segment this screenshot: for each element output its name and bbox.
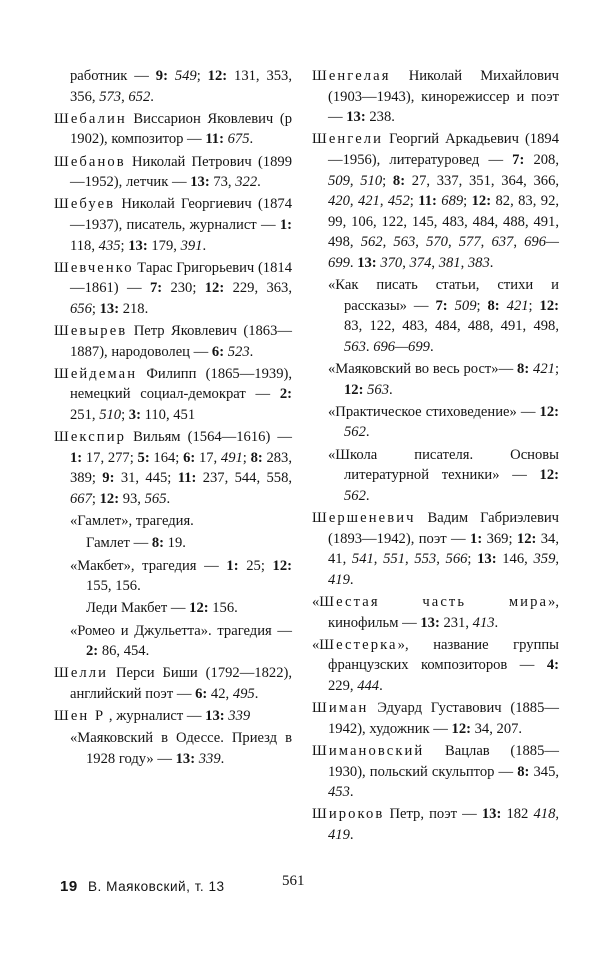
- entry-text: 345,: [529, 763, 560, 780]
- entry-name: Шевченко: [54, 259, 134, 276]
- entry-text: Вадим Габриэлевич (1893—1942), поэт —: [328, 510, 559, 547]
- volume-number: 8:: [250, 449, 263, 466]
- page-ref: 359: [533, 551, 556, 568]
- entry-text: 73,: [209, 174, 236, 191]
- entry-text: ,: [379, 193, 388, 210]
- entry-text: .: [429, 338, 434, 355]
- entry-text: 27, 337, 351, 364, 366,: [405, 172, 560, 189]
- index-entry: [54, 706, 292, 727]
- index-subentry: [312, 445, 559, 507]
- entry-text: ,: [349, 172, 361, 189]
- index-entry: [54, 427, 292, 509]
- index-entry: [312, 508, 559, 590]
- volume-number: 12:: [539, 403, 559, 420]
- entry-text: Виссарион Яковлевич (р 1902), композитор —: [70, 110, 292, 148]
- volume-number: 12:: [207, 68, 228, 84]
- entry-text: 164;: [149, 449, 184, 466]
- index-subentry: [54, 728, 292, 769]
- page-ref: 374: [409, 254, 432, 271]
- index-entry: [54, 663, 292, 704]
- entry-text: ,: [436, 551, 446, 568]
- volume-number: 12:: [516, 530, 537, 547]
- page-ref: 565: [144, 491, 167, 508]
- page-ref: 419: [328, 826, 350, 843]
- volume-number: 8:: [487, 297, 500, 314]
- entry-text: «Практическое стиховедение» —: [328, 403, 540, 420]
- entry-text: ;: [467, 551, 478, 568]
- page-ref: 381: [438, 254, 461, 271]
- page-ref: 418: [533, 806, 556, 823]
- page-ref: 696—699: [373, 338, 430, 355]
- entry-name: Шен Р: [54, 708, 106, 725]
- entry-text: ,: [480, 234, 492, 251]
- volume-number: 12:: [344, 381, 364, 398]
- index-entry: [312, 804, 559, 845]
- footer-volume-label: В. Маяковский, т. 13: [87, 879, 225, 894]
- entry-text: ,: [349, 193, 358, 210]
- entry-name: Шебанов: [54, 153, 126, 170]
- entry-text: 42,: [207, 685, 233, 702]
- volume-number: 13:: [205, 708, 225, 725]
- entry-text: ;: [242, 449, 251, 466]
- entry-text: .: [494, 614, 499, 631]
- entry-text: .: [249, 343, 254, 360]
- entry-text: Тарас Григорьевич (1814—1861) —: [70, 259, 292, 297]
- volume-number: 12:: [189, 600, 209, 617]
- index-subentry: [312, 402, 559, 443]
- entry-text: , журналист —: [105, 708, 206, 725]
- entry-name: Шейдеман: [54, 365, 138, 382]
- page-ref: 420: [328, 193, 350, 210]
- entry-name: Шенгелая: [312, 68, 391, 84]
- page-ref: 689: [441, 193, 464, 210]
- page-ref: 391: [180, 237, 203, 254]
- entry-text: 86, 454.: [98, 643, 150, 660]
- index-subentry: [312, 359, 559, 400]
- entry-text: 146,: [496, 551, 534, 568]
- entry-name: Шебуев: [54, 196, 116, 213]
- entry-text: 283, 389;: [70, 449, 293, 487]
- entry-text: 218.: [119, 300, 149, 317]
- page-ref: 421: [533, 361, 555, 378]
- entry-name: Шестерка: [319, 636, 398, 653]
- index-entry: [312, 698, 559, 739]
- page-ref: 667: [70, 491, 92, 508]
- entry-text: «: [312, 636, 320, 653]
- entry-text: 34, 41,: [328, 530, 559, 568]
- entry-text: .: [389, 381, 393, 398]
- volume-number: 4:: [546, 657, 559, 674]
- volume-number: 12:: [471, 193, 492, 210]
- volume-number: 2:: [279, 386, 292, 403]
- entry-text: Петр Яковлевич (1863—1887), народоволец —: [70, 323, 292, 360]
- page-ref: 491: [220, 449, 243, 466]
- volume-number: 2:: [86, 643, 99, 660]
- entry-text: .: [254, 685, 259, 702]
- entry-text: Эдуард Густавович (1885—1942), художник —: [328, 700, 559, 737]
- entry-text: «Гамлет», трагедия.: [70, 513, 194, 530]
- page-ref: 549: [174, 68, 197, 84]
- entry-text: .: [166, 491, 171, 508]
- volume-number: 6:: [183, 449, 196, 466]
- volume-number: 12:: [539, 467, 559, 484]
- volume-number: 5:: [137, 449, 150, 466]
- entry-text: 118,: [70, 237, 99, 254]
- entry-name: Шершеневич: [312, 510, 416, 527]
- entry-text: », название группы французских композиторов —: [328, 636, 559, 674]
- entry-text: «Ромео и Джульетта». трагедия —: [70, 622, 292, 639]
- entry-text: .: [349, 784, 354, 801]
- entry-text: 208,: [524, 151, 559, 168]
- page-ref: 541: [351, 551, 374, 568]
- signature-mark: 19: [60, 878, 78, 895]
- index-entry: [54, 194, 292, 256]
- entry-text: ,: [431, 254, 439, 271]
- entry-text: .: [257, 174, 261, 191]
- index-subentry: [312, 275, 559, 357]
- page-ref: 322: [235, 174, 258, 191]
- entry-text: .: [349, 826, 354, 843]
- page-ref: 656: [70, 300, 92, 317]
- entry-text: Филипп (1865—1939), немецкий социал-демократ —: [70, 365, 292, 403]
- entry-text: 17,: [195, 449, 221, 466]
- volume-number: 13:: [190, 174, 210, 191]
- volume-number: 3:: [128, 407, 141, 424]
- entry-name: Шекспир: [54, 429, 127, 446]
- volume-number: 8:: [517, 361, 530, 378]
- entry-text: Леди Макбет —: [86, 600, 190, 617]
- volume-number: 13:: [481, 806, 502, 823]
- page-ref: 419: [328, 571, 350, 588]
- volume-number: 13:: [128, 237, 148, 254]
- entry-text: 31, 445;: [114, 470, 178, 487]
- entry-text: ,: [415, 234, 427, 251]
- entry-text: ;: [91, 300, 100, 317]
- volume-number: 7:: [149, 280, 163, 297]
- entry-text: .: [365, 487, 370, 504]
- entry-text: «Маяковский в Одессе. Приезд в 1928 году» —: [70, 730, 292, 767]
- entry-text: 229, 363,: [224, 280, 292, 297]
- page-ref: 370: [380, 254, 403, 271]
- index-entry: [54, 364, 292, 426]
- entry-text: .: [365, 338, 374, 355]
- volume-number: 12:: [451, 720, 471, 737]
- page-ref: 562: [360, 234, 383, 251]
- entry-text: ,: [373, 551, 384, 568]
- volume-number: 8:: [517, 763, 530, 780]
- entry-text: .: [365, 424, 370, 441]
- page-ref: 509: [454, 297, 477, 314]
- page-ref: 577: [458, 234, 481, 251]
- page-ref: 562: [344, 424, 366, 441]
- entry-text: .: [379, 677, 383, 694]
- entry-text: ,: [555, 806, 560, 823]
- entry-text: 369;: [482, 530, 517, 547]
- entry-text: 237, 544, 558,: [196, 470, 293, 487]
- index-entry: [312, 635, 559, 697]
- entry-text: ;: [409, 193, 419, 210]
- volume-number: 13:: [99, 300, 120, 317]
- index-column-right: [312, 66, 559, 847]
- index-entry: [54, 258, 292, 320]
- entry-text: [168, 68, 175, 84]
- index-entry: [312, 741, 559, 803]
- volume-number: 13:: [175, 750, 196, 767]
- index-entry: [54, 152, 292, 193]
- volume-number: 13:: [477, 551, 497, 568]
- page-number: 561: [282, 873, 305, 889]
- entry-text: Николай Петрович (1899—1952), летчик —: [70, 153, 292, 191]
- entry-text: ,: [460, 254, 468, 271]
- entry-name: Широков: [312, 806, 385, 823]
- index-entry: [312, 66, 559, 128]
- volume-number: 13:: [357, 254, 377, 271]
- entry-text: 179,: [147, 237, 181, 254]
- entry-name: Шестая часть мира: [319, 594, 549, 610]
- entry-text: .: [150, 88, 154, 105]
- entry-text: Георгий Аркадьевич (1894—1956), литературовед —: [328, 131, 559, 168]
- entry-text: ,: [447, 234, 459, 251]
- index-subentry: [54, 621, 292, 662]
- entry-text: Гамлет —: [86, 535, 152, 552]
- page-ref: 696—699: [328, 234, 559, 271]
- entry-text: .: [489, 254, 494, 271]
- entry-text: [500, 298, 507, 314]
- entry-text: [448, 298, 455, 314]
- index-subentry: [54, 533, 292, 554]
- volume-number: 13:: [420, 614, 440, 631]
- entry-text: «: [312, 594, 320, 610]
- entry-text: ,: [513, 234, 525, 251]
- entry-text: ;: [528, 297, 540, 314]
- index-entry: [312, 129, 559, 273]
- page-ref: 413: [472, 614, 495, 631]
- volume-number: 8:: [151, 535, 164, 552]
- page-ref: 570: [426, 234, 448, 251]
- entry-text: .: [220, 750, 225, 767]
- entry-text: Петр, поэт —: [384, 806, 482, 823]
- entry-text: .: [202, 237, 207, 254]
- entry-text: ,: [405, 551, 415, 568]
- page-ref: 453: [328, 784, 350, 801]
- entry-text: Перси Биши (1792—1822), английский поэт —: [70, 665, 292, 702]
- entry-text: ;: [91, 491, 100, 508]
- entry-text: », кинофильм —: [328, 594, 559, 631]
- index-column-left: [54, 66, 292, 771]
- entry-text: 82, 83, 92, 99, 106, 122, 145, 483, 484, 488, 491, 498,: [328, 193, 560, 251]
- entry-text: 131, 353, 356,: [70, 68, 292, 105]
- entry-text: ;: [382, 172, 393, 189]
- entry-name: Шевырев: [54, 323, 128, 340]
- page-ref: 563: [344, 338, 366, 355]
- entry-text: Вацлав (1885—1930), польский скульптор —: [328, 742, 559, 780]
- page-ref: 566: [445, 551, 468, 568]
- volume-number: 6:: [195, 685, 208, 702]
- entry-text: 230;: [162, 280, 205, 297]
- page-ref: 510: [99, 407, 122, 424]
- entry-text: 182: [501, 806, 534, 823]
- entry-text: ;: [476, 297, 488, 314]
- entry-text: 229,: [328, 677, 358, 694]
- volume-number: 9:: [155, 68, 168, 84]
- entry-text: ;: [120, 237, 129, 254]
- page-ref: 509: [328, 172, 350, 189]
- entry-text: 34, 207.: [470, 720, 523, 737]
- index-subentry: [54, 556, 292, 597]
- entry-text: 156.: [208, 600, 238, 617]
- entry-text: ,: [555, 551, 560, 568]
- entry-text: ;: [196, 68, 208, 84]
- page-ref: 652: [128, 88, 151, 105]
- volume-number: 7:: [435, 297, 448, 314]
- entry-name: Шенгели: [312, 131, 384, 148]
- page-ref: 421: [506, 297, 529, 314]
- page-ref: 435: [98, 237, 121, 254]
- entry-text: «Маяковский во весь рост»—: [328, 361, 518, 378]
- entry-text: 93,: [119, 491, 145, 508]
- entry-text: 231,: [439, 614, 473, 631]
- volume-number: 1:: [70, 449, 83, 466]
- page-ref: 510: [360, 172, 383, 189]
- entry-text: Николай Михайлович (1903—1943), кинорежиссер и поэт —: [328, 68, 559, 126]
- page-ref: 562: [344, 487, 366, 504]
- index-subentry: [54, 511, 292, 532]
- entry-text: .: [249, 131, 254, 148]
- page-ref: 523: [227, 343, 250, 360]
- volume-number: 11:: [418, 193, 437, 210]
- entry-name: Шелли: [54, 665, 109, 682]
- entry-text: «Школа писателя. Основы литературной техники» —: [328, 446, 559, 484]
- volume-number: 6:: [211, 343, 225, 360]
- entry-text: ,: [121, 88, 129, 105]
- volume-number: 12:: [272, 557, 292, 574]
- entry-text: 83, 122, 483, 484, 488, 491, 498,: [344, 318, 559, 335]
- entry-text: ;: [121, 407, 129, 424]
- entry-text: 238.: [365, 109, 395, 126]
- entry-text: 19.: [164, 535, 186, 552]
- entry-text: 25;: [238, 557, 273, 574]
- entry-text: ;: [463, 193, 472, 210]
- entry-text: работник —: [70, 68, 156, 84]
- page-ref: 339: [228, 708, 251, 725]
- entry-text: «Как писать статьи, стихи и рассказы» —: [328, 277, 559, 314]
- page-ref: 339: [198, 750, 221, 767]
- entry-name: Шимановский: [312, 742, 425, 759]
- entry-text: 17, 277;: [82, 449, 138, 466]
- page-ref: 553: [414, 551, 437, 568]
- entry-text: 251,: [70, 407, 100, 424]
- volume-number: 7:: [512, 151, 525, 168]
- volume-number: 1:: [470, 530, 483, 547]
- volume-number: 13:: [346, 109, 366, 126]
- volume-number: 11:: [205, 131, 224, 148]
- volume-number: 1:: [279, 216, 292, 233]
- entry-text: ,: [402, 254, 410, 271]
- volume-number: 12:: [539, 297, 560, 314]
- page-ref: 637: [491, 234, 514, 251]
- volume-number: 12:: [204, 280, 225, 297]
- entry-name: Шебалин: [54, 110, 127, 127]
- entry-text: ,: [382, 234, 394, 251]
- index-entry: [54, 321, 292, 362]
- page-ref: 452: [387, 193, 410, 210]
- volume-number: 12:: [99, 491, 120, 508]
- volume-number: 9:: [102, 470, 115, 487]
- entry-text: ;: [554, 361, 559, 378]
- index-entry: [54, 109, 292, 150]
- volume-number: 8:: [392, 172, 406, 189]
- page-ref: 444: [357, 677, 380, 694]
- entry-text: 155, 156.: [86, 578, 141, 595]
- volume-number: 1:: [226, 557, 239, 574]
- index-entry: [54, 66, 292, 107]
- page-ref: 495: [232, 685, 255, 702]
- page-ref: 563: [367, 381, 390, 398]
- page-ref: 551: [383, 551, 405, 568]
- page-ref: 573: [99, 88, 122, 105]
- volume-number: 11:: [177, 470, 197, 487]
- page-footer: [60, 878, 300, 895]
- entry-text: .: [349, 571, 354, 588]
- entry-name: Шиман: [312, 700, 369, 717]
- entry-text: «Макбет», трагедия —: [70, 557, 227, 574]
- entry-text: 110, 451: [140, 407, 196, 424]
- page-ref: 675: [227, 131, 250, 148]
- page-ref: 563: [393, 234, 416, 251]
- entry-text: Вильям (1564—1616) —: [126, 429, 292, 446]
- index-entry: [312, 592, 559, 633]
- page-ref: 421: [357, 193, 380, 210]
- page-ref: 383: [467, 254, 490, 271]
- index-subentry: [54, 598, 292, 619]
- entry-text: .: [349, 254, 358, 271]
- entry-text: Николай Георгиевич (1874—1937), писатель, журналист —: [70, 196, 292, 233]
